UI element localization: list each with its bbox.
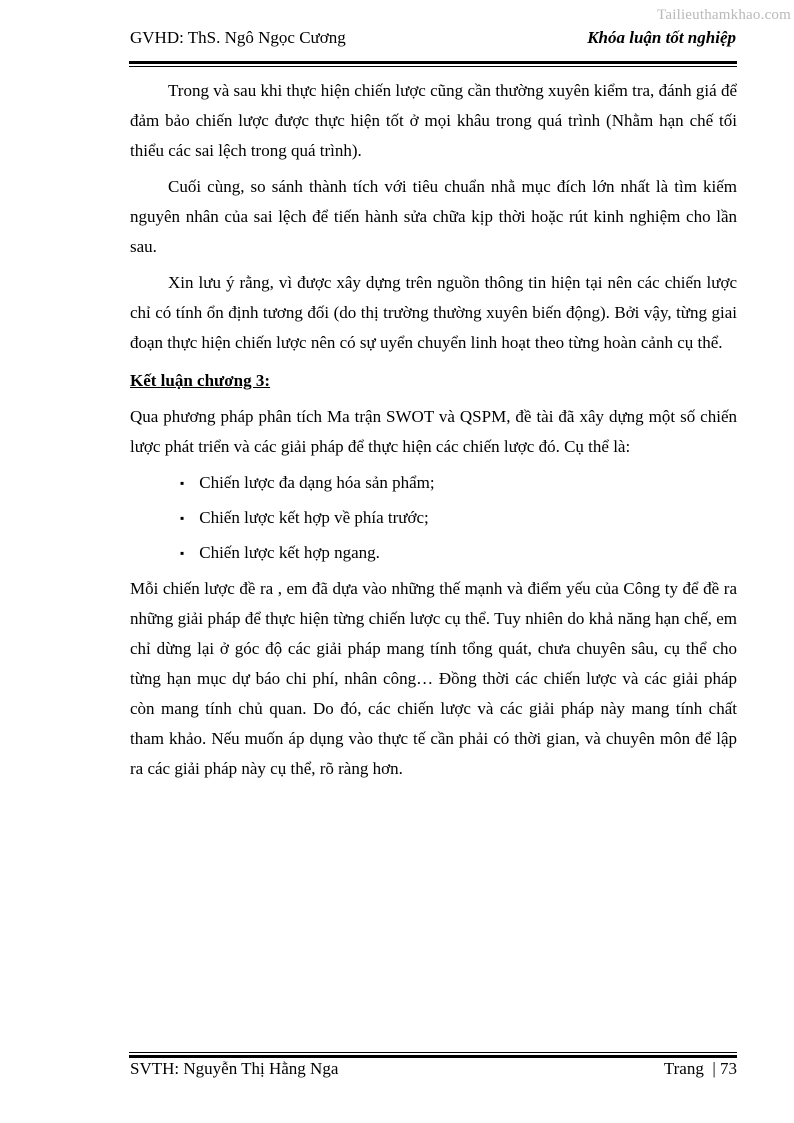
- watermark-text: Tailieuthamkhao.com: [657, 7, 791, 23]
- footer-author: SVTH: Nguyễn Thị Hằng Nga: [130, 1059, 339, 1078]
- header-advisor: GVHD: ThS. Ngô Ngọc Cương: [130, 28, 346, 47]
- list-item: [180, 468, 737, 498]
- document-body: [130, 76, 737, 790]
- list-item-label: Chiến lược kết hợp ngang.: [199, 543, 380, 562]
- paragraph-comparison: Cuối cùng, so sánh thành tích với tiêu chuẩn nhằ mục đích lớn nhất là tìm kiếm nguyên nhân của sai lệch để tiến hành sửa chữa kịp thời hoặc rút kinh nghiệm cho lần sau.: [130, 177, 737, 256]
- list-item: [180, 538, 737, 568]
- list-item-label: Chiến lược kết hợp về phía trước;: [199, 508, 429, 527]
- square-bullet-icon: ▪: [180, 476, 185, 490]
- paragraph-intro: Qua phương pháp phân tích Ma trận SWOT và QSPM, đề tài đã xây dựng một số chiến lược phát triển và các giải pháp để thực hiện các chiến lược đó. Cụ thể là:: [130, 407, 737, 456]
- list-item: [180, 503, 737, 533]
- square-bullet-icon: ▪: [180, 511, 185, 525]
- footer-rule: [129, 1052, 737, 1058]
- paragraph-note: Xin lưu ý rằng, vì được xây dựng trên nguồn thông tin hiện tại nên các chiến lược chỉ có tính ổn định tương đối (do thị trường thường xuyên biến động). Bởi vậy, từng giai đoạn thực hiện chiến lược nên có sự uyển chuyển linh hoạt theo từng hoàn cảnh cụ thể.: [130, 273, 737, 352]
- header-rule: [129, 61, 737, 67]
- page-footer: [130, 1059, 737, 1079]
- section-heading-conclusion-ch3: Kết luận chương 3:: [130, 371, 271, 390]
- square-bullet-icon: ▪: [180, 546, 185, 560]
- list-item-label: Chiến lược đa dạng hóa sản phẩm;: [199, 473, 435, 492]
- footer-page-number: Trang | 73: [663, 1059, 737, 1078]
- paragraph-monitoring: Trong và sau khi thực hiện chiến lược cũng cần thường xuyên kiểm tra, đánh giá để đảm bảo chiến lược được thực hiện tốt ở mọi khâu trong quá trình (Nhằm hạn chế tối thiểu các sai lệch trong quá trình).: [130, 81, 737, 160]
- paragraph-conclusion: Mỗi chiến lược đề ra , em đã dựa vào những thế mạnh và điểm yếu của Công ty để đề ra những giải pháp để thực hiện từng chiến lược cụ thể. Tuy nhiên do khả năng hạn chế, em chỉ dừng lại ở góc độ các giải pháp mang tính tổng quát, chưa chuyên sâu, cụ thể cho từng hạn mục dự báo chi phí, nhân công… Đồng thời các chiến lược và các giải pháp còn mang tính chủ quan. Do đó, các chiến lược và các giải pháp này mang tính chất tham khảo. Nếu muốn áp dụng vào thực tế cần phải có thời gian, và chuyên môn để lập ra các giải pháp này cụ thể, rõ ràng hơn.: [130, 579, 737, 778]
- header-doc-title: Khóa luận tốt nghiệp: [587, 28, 736, 47]
- strategy-bullet-list: [130, 468, 737, 568]
- page-header: [130, 28, 736, 48]
